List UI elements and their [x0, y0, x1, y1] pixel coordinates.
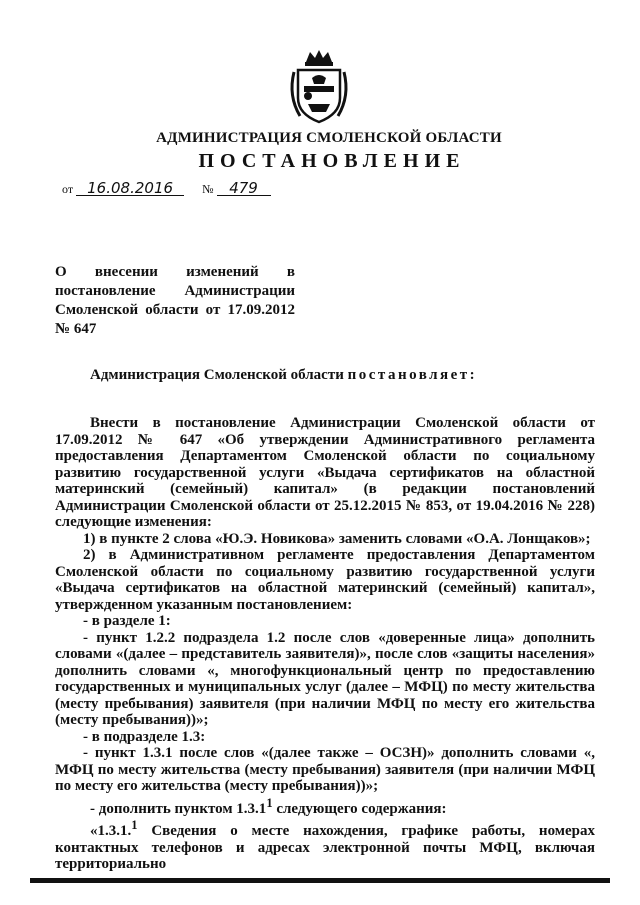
- document-subject: [55, 263, 295, 339]
- document-body: [55, 415, 595, 873]
- clause-superscript: 1: [131, 818, 138, 832]
- supplement-superscript: 1: [266, 795, 273, 810]
- number-prefix: №: [202, 182, 214, 196]
- subject-line: О внесении изменений в: [55, 264, 295, 280]
- date-prefix: от: [62, 182, 74, 196]
- subject-line: Смоленской области от 17.09.2012: [55, 302, 295, 318]
- document-date: 16.08.2016: [76, 181, 184, 196]
- body-paragraph: 2) в Административном регламенте предоставления Департаментом Смоленской области по социальному развитию государственной услуги «Выдача сертификатов на областной материнский (семейный) капитал», утвержденном указанным постановлением:: [55, 547, 595, 613]
- subject-line: постановление Администрации: [55, 283, 295, 299]
- decree-verb: постановляет:: [347, 367, 478, 383]
- supplement-text: - дополнить пунктом 1.3.1: [90, 800, 267, 817]
- decree-statement: [90, 367, 477, 384]
- subject-line: № 647: [55, 321, 97, 337]
- body-paragraph: 1) в пункте 2 слова «Ю.Э. Новикова» заменить словами «О.А. Лонщаков»;: [83, 530, 591, 547]
- body-paragraph: [55, 795, 595, 818]
- supplement-text-end: следующего содержания:: [272, 800, 447, 817]
- date-number-line: [62, 181, 271, 197]
- body-paragraph: [55, 817, 595, 873]
- clause-text: Сведения о месте нахождения, графике работы, номерах контактных телефонов и адресах электронной почты МФЦ, включая территориально: [55, 823, 595, 872]
- page-bottom-rule: [30, 878, 610, 883]
- body-paragraph: - пункт 1.2.2 подраздела 1.2 после слов «доверенные лица» дополнить словами «(далее – представитель заявителя)», после слов «защиты населения» дополнить словами «, многофункциональный центр по предоставлению государственных и муниципальных услуг (далее – МФЦ) по месту жительства (месту пребывания) заявителя (при наличии МФЦ по месту его жительства (месту пребывания))»;: [55, 629, 595, 728]
- document-type: ПОСТАНОВЛЕНИЕ: [198, 150, 466, 172]
- organization-title: АДМИНИСТРАЦИЯ СМОЛЕНСКОЙ ОБЛАСТИ: [156, 130, 502, 146]
- body-paragraph: - в подразделе 1.3:: [83, 728, 206, 745]
- decree-prefix: Администрация Смоленской области: [90, 367, 344, 383]
- body-paragraph: - в разделе 1:: [83, 613, 171, 629]
- body-paragraph: - пункт 1.3.1 после слов «(далее также – ОСЗН)» дополнить словами «, МФЦ по месту жительства (месту пребывания) заявителя (при наличии МФЦ по месту его жительства (месту пребывания))»;: [55, 745, 595, 794]
- clause-open: «1.3.1.: [90, 823, 132, 839]
- coat-of-arms-emblem: [286, 48, 352, 128]
- document-number: 479: [217, 181, 271, 196]
- body-paragraph: Внести в постановление Администрации Смоленской области от 17.09.2012 № 647 «Об утверждении Административного регламента предоставления Департаментом Смоленской области по социальному развитию государственной услуги «Выдача сертификатов на областной материнский (семейный) капитал» (в редакции постановлений Администрации Смоленской области от 25.12.2015 № 853, от 19.04.2016 № 228) следующие изменения:: [55, 415, 595, 530]
